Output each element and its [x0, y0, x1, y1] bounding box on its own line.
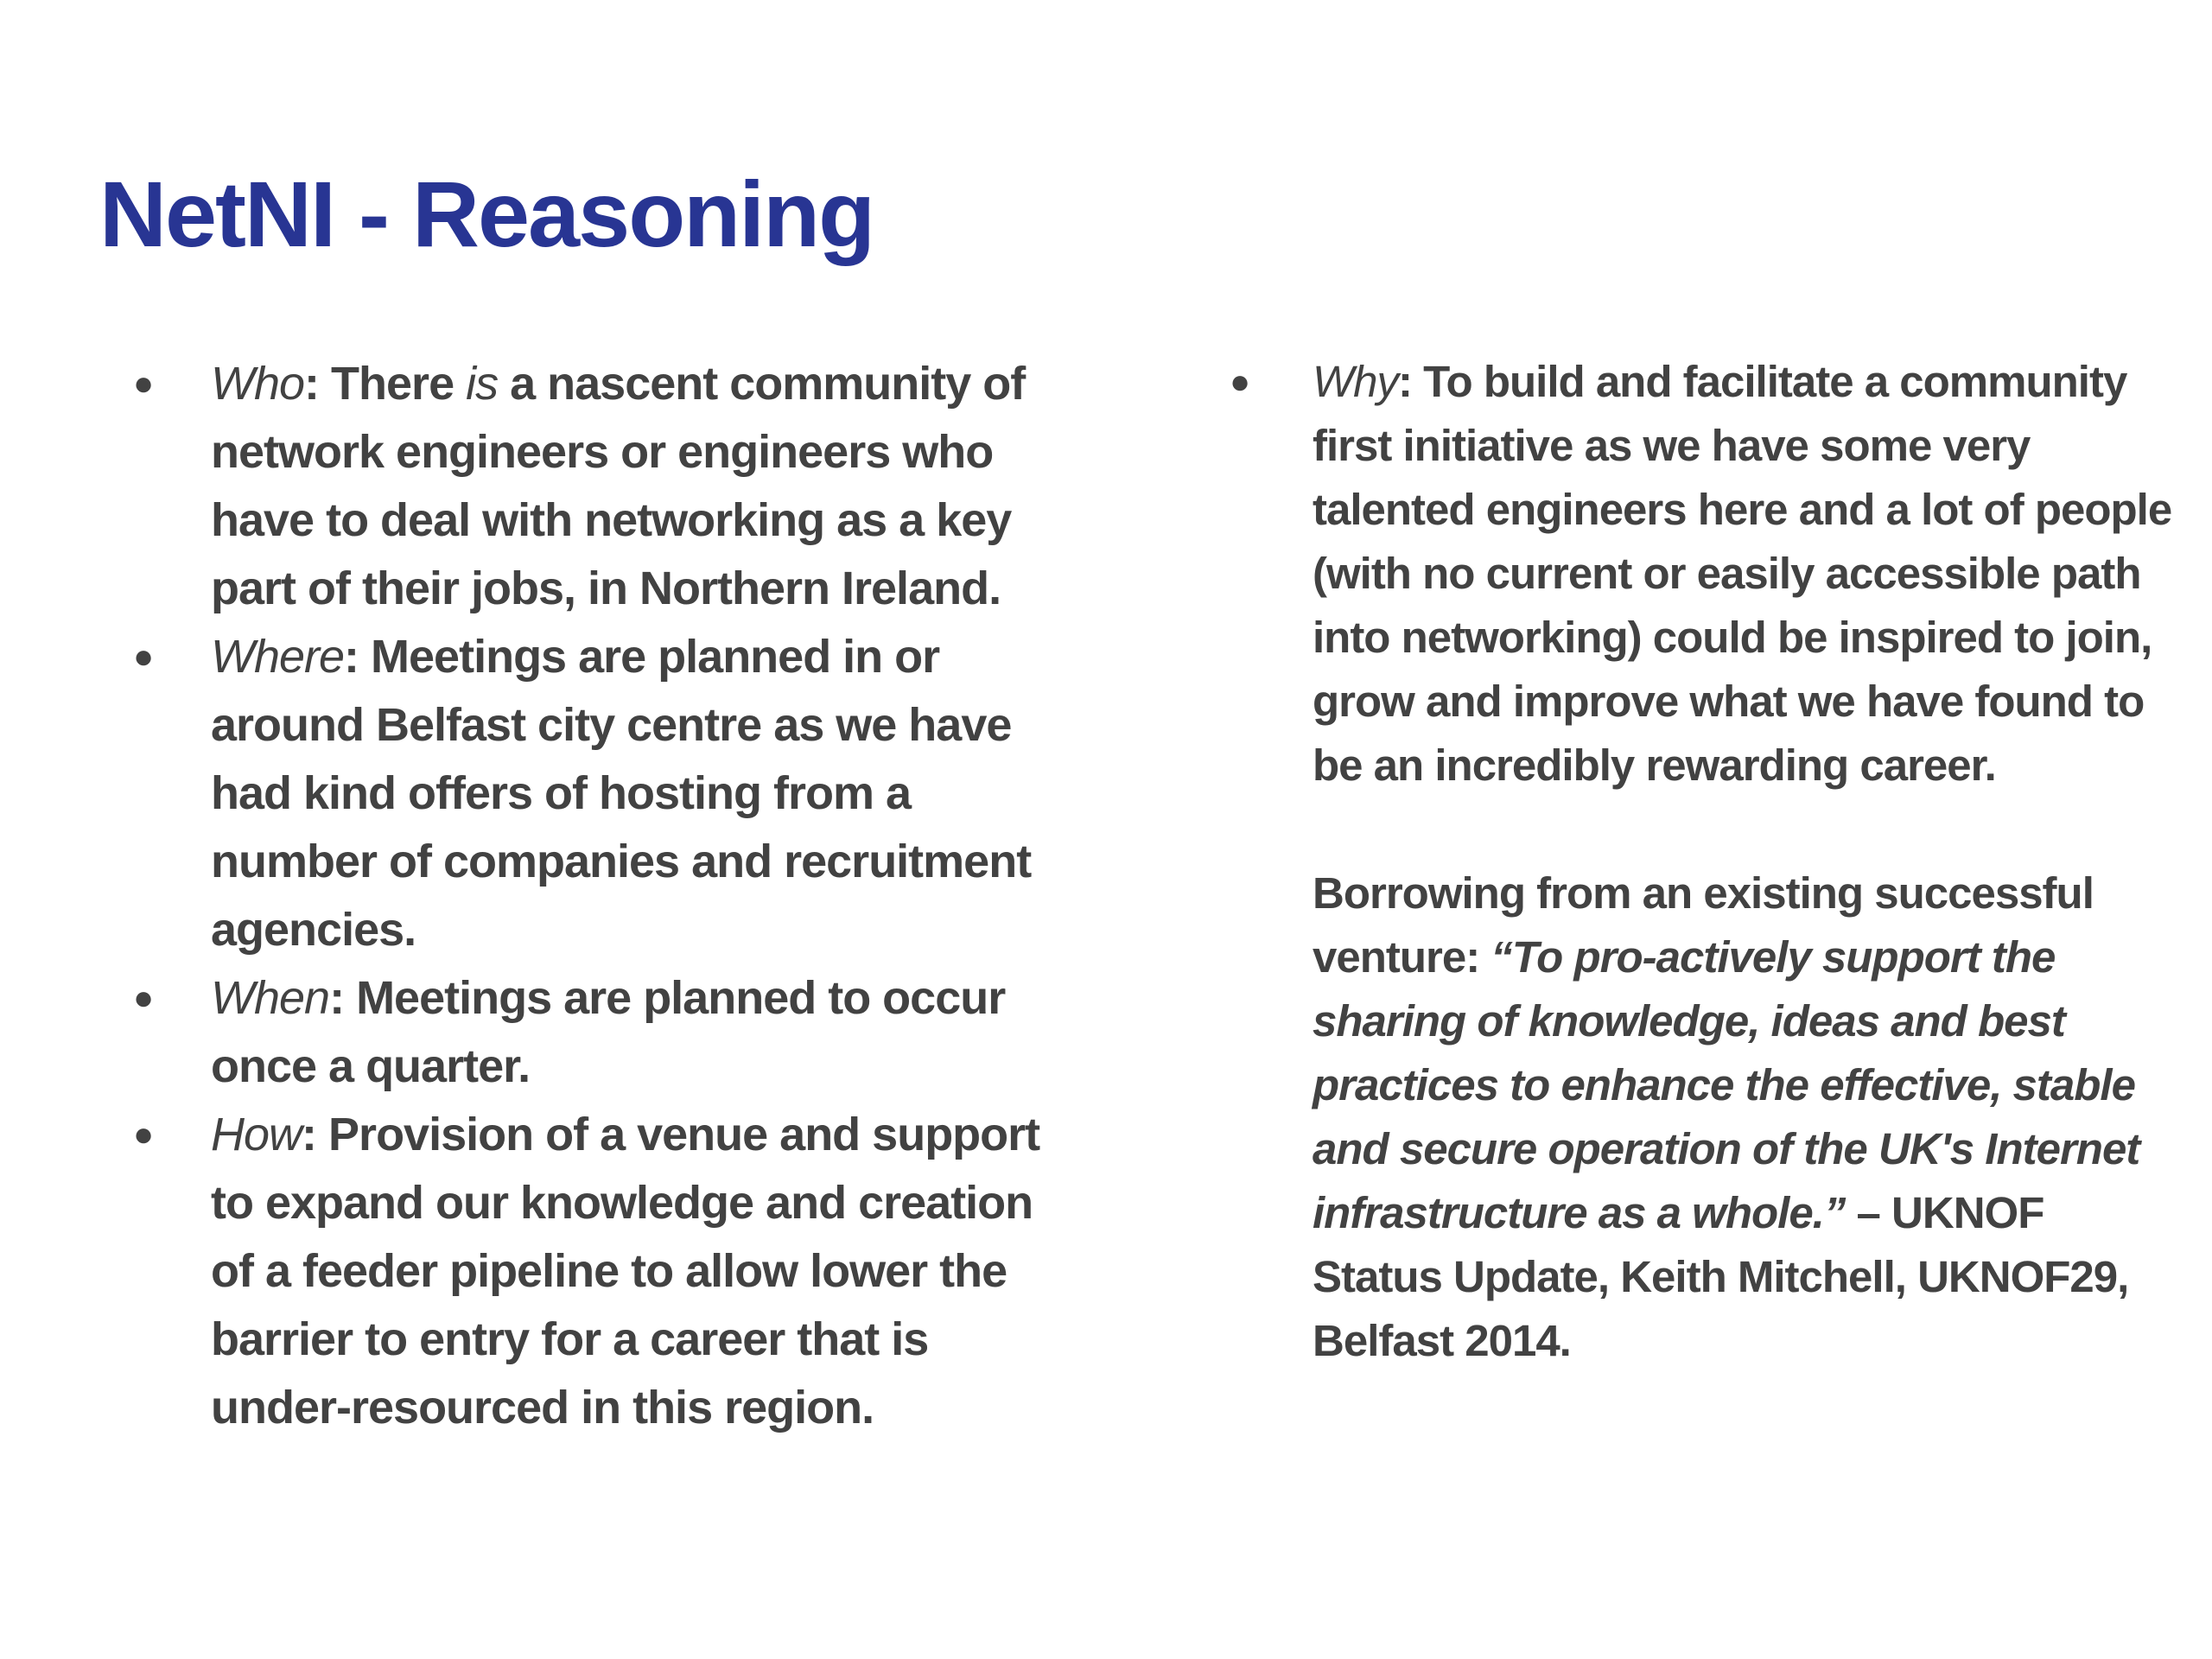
bullet-icon: ● — [133, 1116, 154, 1154]
quote-intro: Borrowing from an existing successful venture: — [1313, 868, 2094, 982]
bullet-sep: : — [1398, 357, 1424, 406]
bullet-text: Meetings are planned in or around Belfast city centre as we have had kind offers of hosting from a number of companies and recruitment agencies. — [211, 631, 1032, 956]
bullet-item-who — [121, 350, 1063, 623]
bullet-text-pre: There — [331, 358, 467, 410]
left-column — [121, 350, 1063, 1442]
quote-text: “To pro-actively support the sharing of knowledge, ideas and best practices to enhance the effective, stable and secure operation of the UK's Internet infrastructure as a whole.” — [1313, 932, 2140, 1237]
bullet-icon: ● — [133, 365, 154, 403]
left-bullet-list — [121, 350, 1063, 1442]
bullet-sep: : — [302, 1109, 329, 1160]
bullet-item-how — [121, 1101, 1063, 1442]
right-bullet-list — [1223, 350, 2182, 798]
slide-title: NetNI - Reasoning — [99, 162, 874, 266]
bullet-item-when — [121, 964, 1063, 1101]
bullet-text-post: a nascent community of network engineers or engineers who have to deal with networking as a key part of their jobs, in Northern Ireland. — [211, 358, 1026, 614]
bullet-item-why — [1223, 350, 2182, 798]
bullet-label-how: How — [211, 1109, 302, 1160]
right-column — [1223, 350, 2182, 1373]
bullet-sep: : — [304, 358, 332, 410]
bullet-icon: ● — [133, 979, 154, 1017]
quote-paragraph — [1223, 861, 2182, 1373]
bullet-text: To build and facilitate a community first initiative as we have some very talented engineers here and a lot of people (with no current or easily accessible path into networking) could be inspired to join, grow and improve what we have found to be an incredibly rewarding career. — [1313, 357, 2172, 790]
bullet-icon: ● — [133, 638, 154, 676]
bullet-sep: : — [344, 631, 372, 683]
bullet-text-emphasis: is — [466, 358, 499, 410]
bullet-label-why: Why — [1313, 357, 1398, 406]
bullet-label-who: Who — [211, 358, 305, 410]
bullet-item-where — [121, 623, 1063, 964]
bullet-icon: ● — [1230, 363, 1250, 401]
bullet-label-when: When — [211, 972, 330, 1024]
quote-attribution: – UKNOF Status Update, Keith Mitchell, UKNOF29, Belfast 2014. — [1313, 1188, 2129, 1365]
bullet-text: Meetings are planned to occur once a quarter. — [211, 972, 1006, 1092]
bullet-text: Provision of a venue and support to expand our knowledge and creation of a feeder pipeline to allow lower the barrier to entry for a career that is under-resourced in this region. — [211, 1109, 1040, 1433]
bullet-label-where: Where — [211, 631, 345, 683]
bullet-sep: : — [329, 972, 357, 1024]
